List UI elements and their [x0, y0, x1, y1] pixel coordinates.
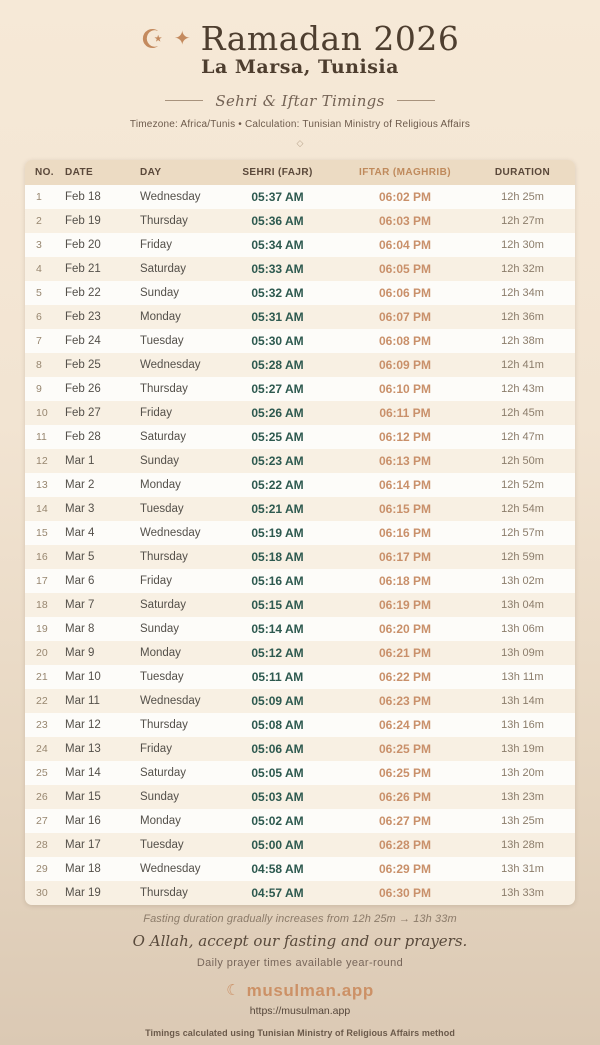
section-subtitle — [0, 92, 600, 110]
cell-sehri: 04:57 AM — [251, 885, 304, 900]
table-row — [25, 785, 575, 809]
column-header-no: NO. — [35, 166, 54, 178]
brand-name: musulman.app — [246, 980, 374, 1000]
table-row — [25, 233, 575, 257]
cell-iftar: 06:28 PM — [378, 837, 432, 852]
cell-sehri: 05:09 AM — [251, 693, 304, 708]
cell-sehri: 05:06 AM — [251, 741, 304, 756]
cell-sehri: 05:08 AM — [251, 717, 304, 732]
cell-duration: 12h 38m — [501, 334, 544, 347]
cell-iftar: 06:22 PM — [378, 669, 432, 684]
cell-duration: 13h 23m — [501, 790, 544, 803]
cell-iftar: 06:08 PM — [378, 333, 432, 348]
table-row — [25, 593, 575, 617]
cell-day: Monday — [140, 814, 181, 827]
cell-sehri: 05:00 AM — [251, 837, 304, 852]
cell-sehri: 05:25 AM — [251, 429, 304, 444]
table-row — [25, 497, 575, 521]
cell-no: 14 — [36, 502, 48, 515]
cell-no: 11 — [36, 430, 47, 443]
cell-iftar: 06:13 PM — [378, 453, 432, 468]
cell-date: Feb 19 — [65, 214, 101, 227]
four-pointed-star-icon: ✦ — [173, 28, 191, 51]
cell-no: 16 — [36, 550, 48, 563]
cell-date: Feb 18 — [65, 190, 101, 203]
cell-no: 26 — [36, 790, 48, 803]
cell-sehri: 05:15 AM — [251, 597, 304, 612]
timings-table — [25, 160, 575, 905]
cell-day: Thursday — [140, 886, 188, 899]
table-row — [25, 329, 575, 353]
cell-iftar: 06:23 PM — [378, 693, 432, 708]
cell-duration: 12h 50m — [501, 454, 544, 467]
cell-date: Mar 18 — [65, 862, 101, 875]
table-row — [25, 545, 575, 569]
cell-iftar: 06:10 PM — [378, 381, 432, 396]
cell-iftar: 06:20 PM — [378, 621, 432, 636]
cell-date: Mar 16 — [65, 814, 101, 827]
cell-iftar: 06:26 PM — [378, 789, 432, 804]
table-row — [25, 305, 575, 329]
cell-duration: 12h 27m — [501, 214, 544, 227]
cell-sehri: 05:26 AM — [251, 405, 304, 420]
cell-sehri: 05:22 AM — [251, 477, 304, 492]
cell-iftar: 06:25 PM — [378, 741, 432, 756]
cell-duration: 13h 02m — [501, 574, 544, 587]
cell-no: 25 — [36, 766, 48, 779]
cell-sehri: 04:58 AM — [251, 861, 304, 876]
crescent-moon-icon: ☾ — [226, 982, 240, 1000]
diamond-ornament: ◇ — [296, 137, 304, 148]
cell-day: Saturday — [140, 430, 187, 443]
table-row — [25, 689, 575, 713]
site-url-link[interactable]: https://musulman.app — [249, 1004, 351, 1017]
cell-date: Mar 3 — [65, 502, 95, 515]
cell-sehri: 05:14 AM — [251, 621, 304, 636]
divider-rule-left — [165, 100, 203, 101]
table-row — [25, 809, 575, 833]
cell-date: Mar 1 — [65, 454, 95, 467]
table-row — [25, 425, 575, 449]
dua-text: O Allah, accept our fasting and our prayers. — [132, 931, 468, 950]
cell-no: 15 — [36, 526, 48, 539]
table-row — [25, 473, 575, 497]
cell-no: 30 — [36, 886, 48, 899]
cell-date: Feb 28 — [65, 430, 101, 443]
cell-sehri: 05:21 AM — [251, 501, 304, 516]
cell-iftar: 06:07 PM — [378, 309, 432, 324]
calculation-method-note: Timings calculated using Tunisian Ministry of Religious Affairs method — [145, 1027, 455, 1038]
table-row — [25, 449, 575, 473]
cell-sehri: 05:31 AM — [251, 309, 304, 324]
tagline-text: Daily prayer times available year-round — [196, 956, 404, 969]
table-row — [25, 377, 575, 401]
cell-iftar: 06:14 PM — [378, 477, 432, 492]
cell-sehri: 05:16 AM — [251, 573, 304, 588]
cell-no: 19 — [36, 622, 48, 635]
cell-no: 23 — [36, 718, 48, 731]
cell-duration: 13h 04m — [501, 598, 544, 611]
cell-date: Feb 26 — [65, 382, 101, 395]
cell-day: Tuesday — [140, 838, 184, 851]
table-row — [25, 401, 575, 425]
column-header-sehri: SEHRI (FAJR) — [242, 166, 313, 178]
cell-day: Friday — [140, 742, 172, 755]
cell-iftar: 06:19 PM — [378, 597, 432, 612]
table-row — [25, 833, 575, 857]
cell-iftar: 06:15 PM — [378, 501, 432, 516]
cell-date: Feb 22 — [65, 286, 101, 299]
cell-iftar: 06:02 PM — [378, 189, 432, 204]
table-row — [25, 281, 575, 305]
header — [0, 0, 600, 148]
cell-duration: 12h 54m — [501, 502, 544, 515]
cell-iftar: 06:18 PM — [378, 573, 432, 588]
duration-note: Fasting duration gradually increases from 12h 25m → 13h 33m — [143, 912, 457, 925]
cell-date: Mar 7 — [65, 598, 95, 611]
star-and-crescent-icon: ☪ — [140, 24, 164, 55]
cell-sehri: 05:32 AM — [251, 285, 304, 300]
cell-day: Thursday — [140, 550, 188, 563]
brand-link[interactable] — [0, 981, 600, 1001]
divider-rule-right — [397, 100, 435, 101]
cell-day: Wednesday — [140, 358, 201, 371]
cell-duration: 12h 57m — [501, 526, 544, 539]
cell-date: Mar 6 — [65, 574, 95, 587]
cell-duration: 13h 33m — [501, 886, 544, 899]
cell-date: Mar 14 — [65, 766, 101, 779]
cell-date: Mar 8 — [65, 622, 95, 635]
table-row — [25, 641, 575, 665]
table-row — [25, 521, 575, 545]
cell-duration: 12h 34m — [501, 286, 544, 299]
cell-duration: 12h 32m — [501, 262, 544, 275]
cell-no: 22 — [36, 694, 48, 707]
cell-date: Feb 27 — [65, 406, 101, 419]
table-row — [25, 761, 575, 785]
cell-iftar: 06:05 PM — [378, 261, 432, 276]
column-header-iftar: IFTAR (MAGHRIB) — [359, 166, 451, 178]
table-row — [25, 881, 575, 905]
cell-day: Wednesday — [140, 190, 201, 203]
cell-no: 20 — [36, 646, 48, 659]
cell-date: Mar 12 — [65, 718, 101, 731]
cell-no: 29 — [36, 862, 48, 875]
cell-day: Monday — [140, 646, 181, 659]
cell-date: Mar 19 — [65, 886, 101, 899]
cell-no: 10 — [36, 406, 48, 419]
cell-day: Thursday — [140, 214, 188, 227]
cell-iftar: 06:27 PM — [378, 813, 432, 828]
cell-no: 6 — [36, 310, 42, 323]
cell-iftar: 06:25 PM — [378, 765, 432, 780]
cell-duration: 12h 25m — [501, 190, 544, 203]
cell-iftar: 06:03 PM — [378, 213, 432, 228]
cell-no: 2 — [36, 214, 42, 227]
footer — [0, 913, 600, 1038]
cell-no: 9 — [36, 382, 42, 395]
cell-day: Friday — [140, 574, 172, 587]
cell-sehri: 05:34 AM — [251, 237, 304, 252]
table-row — [25, 185, 575, 209]
cell-no: 1 — [36, 190, 42, 203]
cell-date: Mar 13 — [65, 742, 101, 755]
cell-duration: 13h 25m — [501, 814, 544, 827]
cell-duration: 12h 36m — [501, 310, 544, 323]
cell-day: Tuesday — [140, 334, 184, 347]
cell-sehri: 05:03 AM — [251, 789, 304, 804]
cell-day: Sunday — [140, 286, 180, 299]
cell-sehri: 05:23 AM — [251, 453, 304, 468]
cell-sehri: 05:37 AM — [251, 189, 304, 204]
table-row — [25, 857, 575, 881]
cell-day: Monday — [140, 310, 181, 323]
cell-date: Mar 5 — [65, 550, 95, 563]
cell-duration: 13h 06m — [501, 622, 544, 635]
cell-sehri: 05:11 AM — [251, 669, 304, 684]
cell-sehri: 05:12 AM — [251, 645, 304, 660]
cell-duration: 12h 41m — [501, 358, 544, 371]
cell-day: Saturday — [140, 598, 187, 611]
cell-no: 17 — [36, 574, 48, 587]
cell-date: Feb 25 — [65, 358, 101, 371]
column-header-duration: DURATION — [494, 166, 551, 178]
cell-duration: 13h 19m — [501, 742, 544, 755]
cell-duration: 13h 14m — [501, 694, 544, 707]
cell-duration: 12h 43m — [501, 382, 544, 395]
cell-day: Monday — [140, 478, 181, 491]
cell-duration: 13h 09m — [501, 646, 544, 659]
cell-no: 4 — [36, 262, 42, 275]
table-row — [25, 257, 575, 281]
cell-iftar: 06:11 PM — [379, 405, 431, 420]
table-row — [25, 569, 575, 593]
timezone-calculation-meta: Timezone: Africa/Tunis • Calculation: Tunisian Ministry of Religious Affairs — [129, 118, 471, 130]
cell-iftar: 06:17 PM — [378, 549, 432, 564]
table-row — [25, 617, 575, 641]
table-row — [25, 353, 575, 377]
cell-day: Saturday — [140, 766, 187, 779]
cell-duration: 13h 16m — [501, 718, 544, 731]
cell-no: 5 — [36, 286, 42, 299]
table-row — [25, 713, 575, 737]
page-title: Ramadan 2026 — [200, 19, 460, 58]
cell-no: 27 — [36, 814, 48, 827]
cell-sehri: 05:33 AM — [251, 261, 304, 276]
subtitle-text: Sehri & Iftar Timings — [215, 91, 385, 110]
cell-duration: 13h 28m — [501, 838, 544, 851]
cell-iftar: 06:04 PM — [378, 237, 432, 252]
table-row — [25, 209, 575, 233]
cell-iftar: 06:24 PM — [378, 717, 432, 732]
column-header-date: DATE — [65, 166, 94, 178]
cell-day: Wednesday — [140, 694, 201, 707]
cell-duration: 13h 11m — [501, 670, 544, 683]
cell-date: Feb 24 — [65, 334, 101, 347]
cell-day: Thursday — [140, 718, 188, 731]
table-body — [25, 185, 575, 905]
cell-sehri: 05:02 AM — [251, 813, 304, 828]
cell-no: 18 — [36, 598, 48, 611]
cell-day: Thursday — [140, 382, 188, 395]
cell-no: 12 — [36, 454, 48, 467]
cell-iftar: 06:12 PM — [378, 429, 432, 444]
cell-iftar: 06:21 PM — [378, 645, 432, 660]
cell-iftar: 06:06 PM — [378, 285, 432, 300]
cell-no: 8 — [36, 358, 42, 371]
cell-day: Friday — [140, 238, 172, 251]
cell-date: Mar 11 — [65, 694, 100, 707]
column-header-day: DAY — [140, 166, 162, 178]
cell-date: Mar 15 — [65, 790, 101, 803]
cell-iftar: 06:09 PM — [378, 357, 432, 372]
cell-duration: 13h 31m — [501, 862, 544, 875]
table-header-row — [25, 160, 575, 185]
cell-iftar: 06:16 PM — [378, 525, 432, 540]
cell-iftar: 06:30 PM — [378, 885, 432, 900]
cell-sehri: 05:30 AM — [251, 333, 304, 348]
cell-duration: 12h 59m — [501, 550, 544, 563]
cell-day: Sunday — [140, 454, 180, 467]
cell-no: 3 — [36, 238, 42, 251]
cell-no: 21 — [36, 670, 48, 683]
cell-date: Mar 10 — [65, 670, 101, 683]
cell-sehri: 05:05 AM — [251, 765, 304, 780]
cell-no: 28 — [36, 838, 48, 851]
table-row — [25, 665, 575, 689]
cell-day: Tuesday — [140, 502, 184, 515]
cell-sehri: 05:28 AM — [251, 357, 304, 372]
cell-no: 13 — [36, 478, 48, 491]
title-line — [0, 19, 600, 58]
cell-date: Feb 21 — [65, 262, 101, 275]
cell-iftar: 06:29 PM — [378, 861, 432, 876]
cell-day: Tuesday — [140, 670, 184, 683]
cell-duration: 12h 45m — [501, 406, 544, 419]
cell-date: Mar 4 — [65, 526, 95, 539]
cell-duration: 13h 20m — [501, 766, 544, 779]
cell-no: 24 — [36, 742, 48, 755]
location-subtitle: La Marsa, Tunisia — [201, 55, 399, 78]
cell-no: 7 — [36, 334, 42, 347]
cell-date: Feb 20 — [65, 238, 101, 251]
cell-date: Mar 2 — [65, 478, 95, 491]
cell-day: Wednesday — [140, 526, 201, 539]
cell-date: Mar 17 — [65, 838, 101, 851]
cell-day: Sunday — [140, 622, 180, 635]
cell-duration: 12h 52m — [501, 478, 544, 491]
cell-date: Mar 9 — [65, 646, 95, 659]
table-row — [25, 737, 575, 761]
cell-sehri: 05:19 AM — [251, 525, 304, 540]
cell-sehri: 05:36 AM — [251, 213, 304, 228]
cell-duration: 12h 30m — [501, 238, 544, 251]
cell-day: Wednesday — [140, 862, 201, 875]
cell-sehri: 05:18 AM — [251, 549, 304, 564]
cell-duration: 12h 47m — [501, 430, 544, 443]
cell-day: Friday — [140, 406, 172, 419]
cell-day: Saturday — [140, 262, 187, 275]
cell-date: Feb 23 — [65, 310, 101, 323]
cell-day: Sunday — [140, 790, 180, 803]
cell-sehri: 05:27 AM — [251, 381, 304, 396]
